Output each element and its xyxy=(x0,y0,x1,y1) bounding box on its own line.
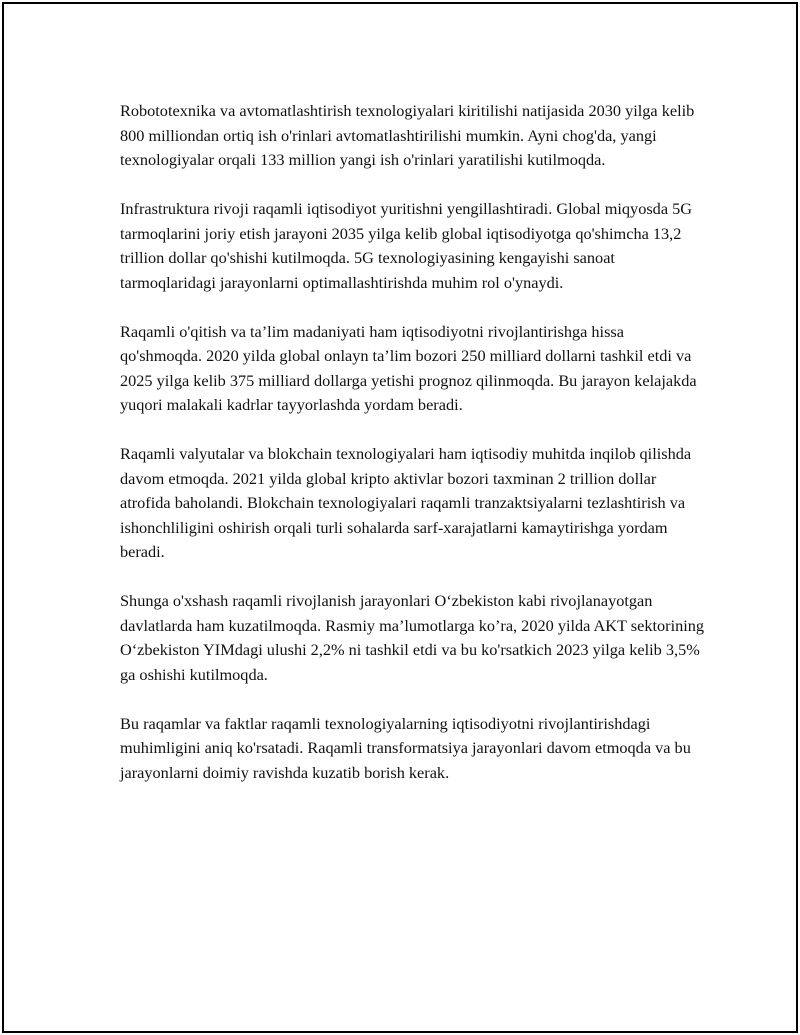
paragraph-blockchain: Raqamli valyutalar va blokchain texnologiyalari ham iqtisodiy muhitda inqilob qilishda davom etmoqda. 2021 yilda global kripto aktivlar bozori taxminan 2 trillion dollar atrofida baholandi. Blokchain texnologiyalari raqamli tranzaktsiyalarni tezlashtirish va ishonchliligini oshirish orqali turli sohalarda sarf-xarajatlarni kamaytirishga yordam beradi. xyxy=(120,444,692,561)
paragraph-automation: Robototexnika va avtomatlashtirish texnologiyalari kiritilishi natijasida 2030 yilga kelib 800 milliondan ortiq ish o'rinlari avtomatlashtirilishi mumkin. Ayni chog'da, yangi texnologiyalar orqali 133 million yangi ish o'rinlari yaratilishi kutilmoqda. xyxy=(120,101,695,169)
document-body xyxy=(120,99,705,810)
paragraph-uzbekistan: Shunga o'xshash raqamli rivojlanish jarayonlari O‘zbekiston kabi rivojlanayotgan davlatlarda ham kuzatilmoqda. Rasmiy ma’lumotlarga ko’ra, 2020 yilda AKT sektorining O‘zbekiston YIMdagi ulushi 2,2% ni tashkil etdi va bu ko'rsatkich 2023 yilga kelib 3,5% ga oshishi kutilmoqda. xyxy=(120,591,705,684)
paragraph-digital-education: Raqamli o'qitish va ta’lim madaniyati ham iqtisodiyotni rivojlantirishga hissa qo'shmoqda. 2020 yilda global onlayn ta’lim bozori 250 milliard dollarni tashkil etdi va 2025 yilga kelib 375 milliard dollarga yetishi prognoz qilinmoqda. Bu jarayon kelajakda yuqori malakali kadrlar tayyorlashda yordam beradi. xyxy=(120,321,697,414)
paragraph-conclusion: Bu raqamlar va faktlar raqamli texnologiyalarning iqtisodiyotni rivojlantirishdagi muhimligini aniq ko'rsatadi. Raqamli transformatsiya jarayonlari davom etmoqda va bu jarayonlarni doimiy ravishda kuzatib borish kerak. xyxy=(120,713,691,782)
document-page xyxy=(2,2,798,1033)
paragraph-infrastructure: Infrastruktura rivoji raqamli iqtisodiyot yuritishni yengillashtiradi. Global miqyosda 5G tarmoqlarini joriy etish jarayoni 2035 yilga kelib global iqtisodiyotga qo'shimcha 13,2 trillion dollar qo'shishi kutilmoqda. 5G texnologiyasining kengayishi sanoat tarmoqlaridagi jarayonlarni optimallashtirishda muhim rol o'ynaydi. xyxy=(120,199,693,292)
